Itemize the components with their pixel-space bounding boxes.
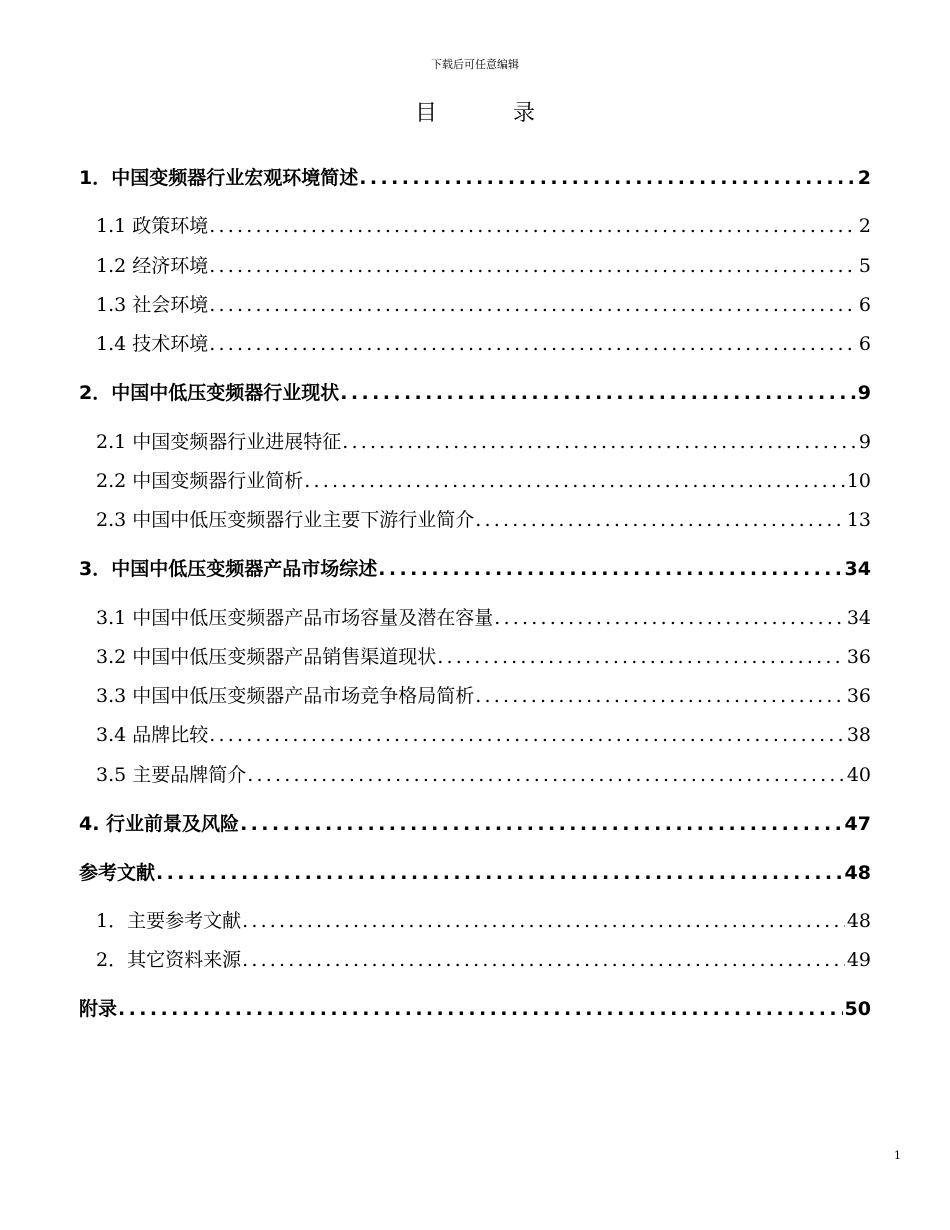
toc-entry-label: 1．主要参考文献 [96,910,242,932]
toc-leader-dots [240,813,842,835]
toc-leader-dots [209,255,857,277]
toc-title-char-2: 录 [513,101,536,126]
toc-entry[interactable] [96,642,871,669]
toc-leader-dots [242,949,845,971]
toc-leader-dots [118,998,843,1020]
toc-entry[interactable] [96,211,871,238]
toc-entry-page: 34 [846,607,871,629]
toc-leader-dots [378,558,842,580]
toc-entry[interactable] [96,466,871,493]
toc-entry-label: 3.2 中国中低压变频器产品销售渠道现状 [96,646,437,668]
toc-entry-page: 6 [858,333,871,355]
toc-entry[interactable] [96,251,871,278]
toc-entry-page: 50 [844,998,871,1020]
toc-entry-label: 1.1 政策环境 [96,215,209,237]
toc-entry[interactable] [96,760,871,787]
toc-entry-label: 参考文献 [79,862,156,884]
toc-entry-page: 48 [844,862,871,884]
toc-title-char-1: 目 [414,101,437,126]
header-note: 下载后可任意编辑 [431,58,519,71]
toc-leader-dots [209,215,857,237]
toc-entry-label: 1.4 技术环境 [96,333,209,355]
toc-leader-dots [475,509,845,531]
toc-entry-page: 36 [846,685,871,707]
toc-entry-page: 5 [858,255,871,277]
toc-entry-page: 2 [858,215,871,237]
toc-entry-label: 2．其它资料来源 [96,949,242,971]
toc-entry[interactable] [79,378,871,405]
toc-leader-dots [475,685,845,707]
toc-entry[interactable] [96,505,871,532]
toc-entry-label: 1．中国变频器行业宏观环境简述 [79,167,359,189]
toc-entry-label: 3.4 品牌比较 [96,724,209,746]
toc-leader-dots [209,724,845,746]
toc-entry-page: 13 [846,509,871,531]
toc-entry[interactable] [79,809,871,836]
toc-entry-label: 1.3 社会环境 [96,294,209,316]
toc-entry[interactable] [96,720,871,747]
toc-leader-dots [209,333,857,355]
page-number: 1 [894,1149,901,1162]
toc-entry-page: 49 [846,949,871,971]
toc-entry-label: 2.3 中国中低压变频器行业主要下游行业简介 [96,509,475,531]
toc-leader-dots [156,862,843,884]
toc-entry[interactable] [79,858,871,885]
toc-leader-dots [209,294,857,316]
toc-entry-page: 2 [857,167,871,189]
toc-entry-page: 34 [844,558,871,580]
toc-entry[interactable] [79,163,871,190]
toc-entry-page: 47 [844,813,871,835]
toc-leader-dots [494,607,845,629]
toc-entry[interactable] [96,681,871,708]
toc-entry[interactable] [96,603,871,630]
toc-leader-dots [247,764,845,786]
toc-leader-dots [342,431,857,453]
toc-entry-page: 9 [857,382,871,404]
toc-entry[interactable] [96,427,871,454]
toc-entry-label: 2.1 中国变频器行业进展特征 [96,431,342,453]
toc-entry[interactable] [96,290,871,317]
toc-entry[interactable] [79,554,871,581]
toc-title [0,96,950,127]
toc-entry-label: 附录 [79,998,118,1020]
toc-entry-page: 48 [846,910,871,932]
toc-entry[interactable] [96,329,871,356]
toc-entry-page: 9 [858,431,871,453]
toc-entry-label: 2．中国中低压变频器行业现状 [79,382,340,404]
toc-entry-page: 6 [858,294,871,316]
toc-entry-label: 4. 行业前景及风险 [79,813,240,835]
toc-entry-label: 1.2 经济环境 [96,255,209,277]
toc-entry-page: 36 [846,646,871,668]
toc-entry-label: 2.2 中国变频器行业简析 [96,470,304,492]
toc-entry-page: 38 [846,724,871,746]
toc-entry-page: 40 [846,764,871,786]
toc-leader-dots [304,470,845,492]
toc-leader-dots [359,167,856,189]
toc-entry[interactable] [79,994,871,1021]
toc-entry[interactable] [96,945,871,972]
toc-entry-label: 3.1 中国中低压变频器产品市场容量及潜在容量 [96,607,494,629]
toc-entry-label: 3．中国中低压变频器产品市场综述 [79,558,378,580]
toc-entry-label: 3.5 主要品牌简介 [96,764,247,786]
toc-leader-dots [242,910,845,932]
toc-entry[interactable] [96,906,871,933]
toc-leader-dots [340,382,856,404]
toc-entry-page: 10 [846,470,871,492]
toc-entry-label: 3.3 中国中低压变频器产品市场竞争格局简析 [96,685,475,707]
toc-leader-dots [437,646,845,668]
